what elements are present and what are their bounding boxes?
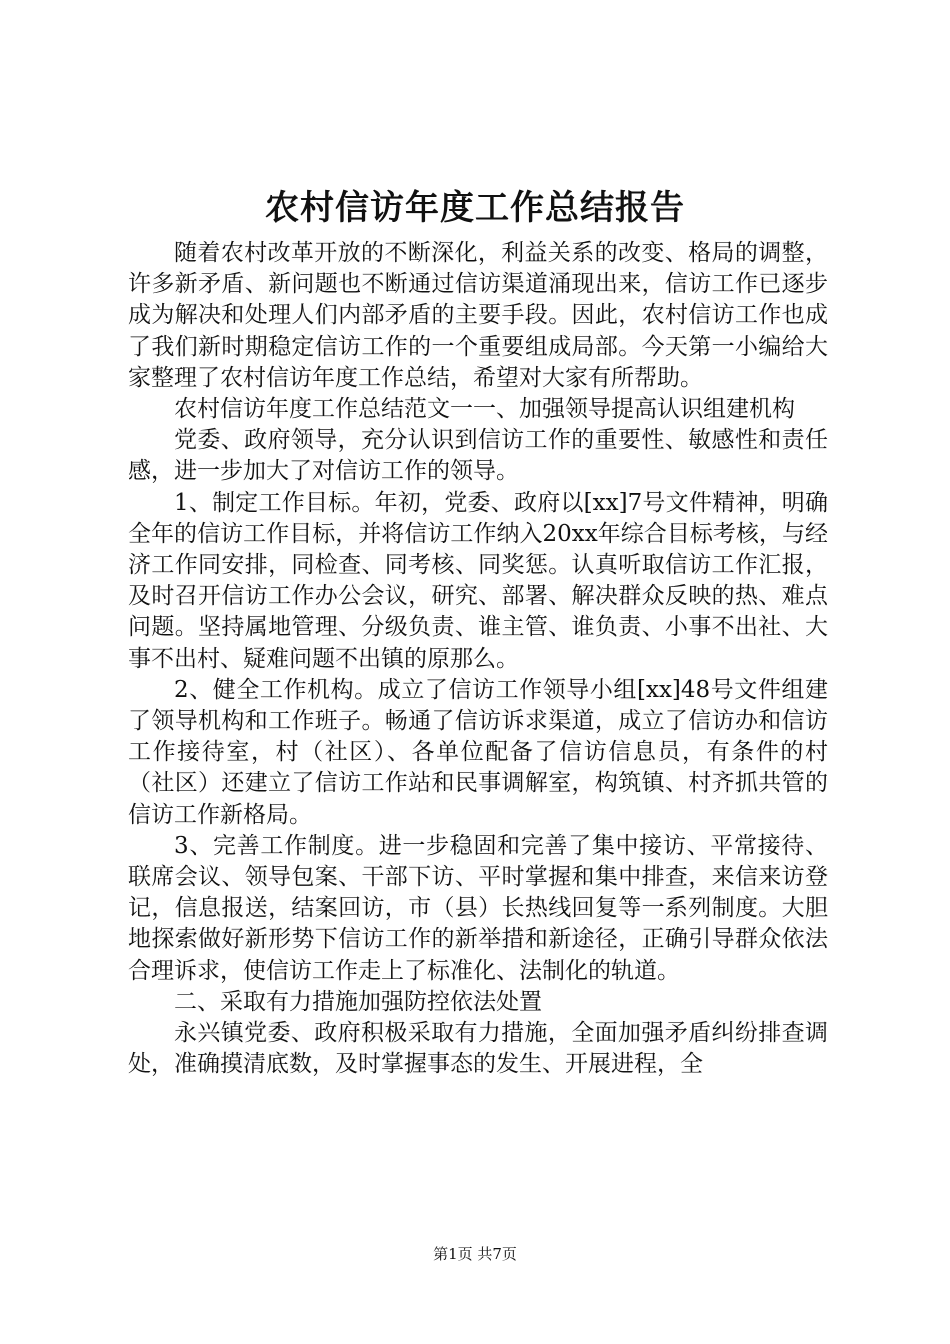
page-footer [0, 1244, 950, 1264]
document-title: 农村信访年度工作总结报告 [265, 188, 685, 228]
paragraph-item-2-organization: 2、健全工作机构。成立了信访工作领导小组[xx]48号文件组建了领导机构和工作班子。畅通了信访诉求渠道，成立了信访办和信访工作接待室，村（社区）、各单位配备了信访信息员，有条件的村（社区）还建立了信访工作站和民事调解室，构筑镇、村齐抓共管的信访工作新格局。 [128, 676, 828, 828]
paragraph-leadership: 党委、政府领导，充分认识到信访工作的重要性、敏感性和责任感，进一步加大了对信访工作的领导。 [128, 427, 828, 485]
paragraph-item-3-system: 3、完善工作制度。进一步稳固和完善了集中接访、平常接待、联席会议、领导包案、干部下访、平时掌握和集中排查，来信来访登记，信息报送，结案回访，市（县）长热线回复等一系列制度。大胆地探索做好新形势下信访工作的新举措和新途径，正确引导群众依法合理诉求，使信访工作走上了标准化、法制化的轨道。 [128, 832, 828, 984]
page-total: 共7页 [477, 1245, 517, 1263]
paragraph-section-one-heading: 农村信访年度工作总结范文一一、加强领导提高认识组建机构 [174, 396, 795, 423]
paragraph-intro: 随着农村改革开放的不断深化，利益关系的改变、格局的调整，许多新矛盾、新问题也不断通过信访渠道涌现出来，信访工作已逐步成为解决和处理人们内部矛盾的主要手段。因此，农村信访工作也成了我们新时期稳定信访工作的一个重要组成局部。今天第一小编给大家整理了农村信访年度工作总结，希望对大家有所帮助。 [128, 240, 828, 391]
document-body [128, 238, 828, 1080]
page-number: 第1页 [433, 1245, 473, 1263]
paragraph-item-1-goals: 1、制定工作目标。年初，党委、政府以[xx]7号文件精神，明确全年的信访工作目标，并将信访工作纳入20xx年综合目标考核，与经济工作同安排，同检查、同考核、同奖惩。认真听取信访工作汇报，及时召开信访工作办公会议，研究、部署、解决群众反映的热、难点问题。坚持属地管理、分级负责、谁主管、谁负责、小事不出社、大事不出村、疑难问题不出镇的原那么。 [128, 489, 828, 672]
paragraph-section-two-body: 永兴镇党委、政府积极采取有力措施，全面加强矛盾纠纷排查调处，准确摸清底数，及时掌握事态的发生、开展进程，全 [128, 1020, 828, 1078]
paragraph-section-two-heading: 二、采取有力措施加强防控依法处置 [174, 988, 542, 1015]
